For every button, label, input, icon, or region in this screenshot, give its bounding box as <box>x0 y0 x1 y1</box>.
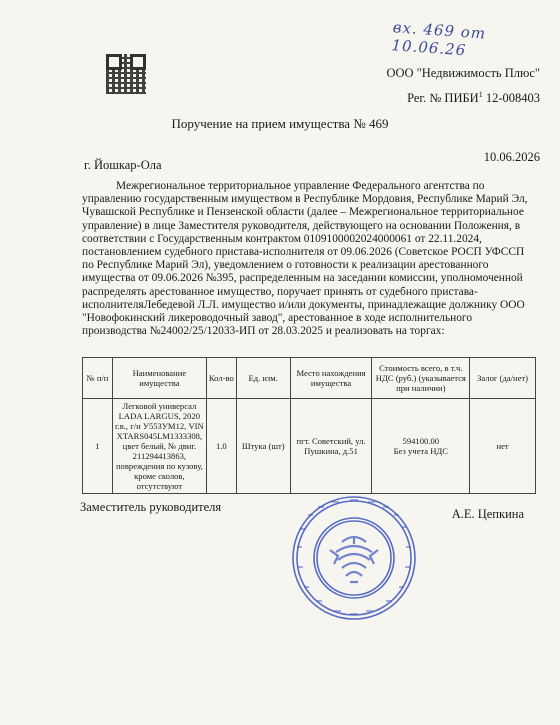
header-unit: Ед. изм. <box>236 358 290 399</box>
table-header-row <box>83 358 536 399</box>
signatory-position: Заместитель руководителя <box>80 500 222 514</box>
cell-cost <box>372 399 470 494</box>
document-date: 10.06.2026 <box>483 150 540 164</box>
cost-value: 594100.00 <box>402 436 440 446</box>
body-paragraph: Межрегиональное территориальное управление Федерального агентства по управлению государственным имуществом в Республике Мордовия, Республике Марий Эл, Чувашской Республике и Пензенской области (далее – Межрегиональное территориальное управление) в лице Заместителя руководителя, действующего на основании Положения, в соответствии с Государственным контрактом 0109100002024000061 от 22.11.2024, постановлением судебного пристава-исполнителя от 09.06.2026 (Советское РОСП УФССП по Республике Марий Эл), уведомлением о готовности к реализации арестованного имущества от 09.06.2026 №395, распределенным на заседании комиссии, уполномоченной распределять арестованное имущество, поручает принять от судебного пристава-исполнителяЛебедевой Л.Л. имущество и/или документы, принадлежащие должнику ООО "Новофокинский ликероводочный завод", арестованное в ходе исполнительного производства №24002/25/12033-ИП от 28.03.2025 и реализовать на торгах: <box>82 180 528 338</box>
cost-note: Без учета НДС <box>393 446 449 456</box>
header-location: Место нахождения имущества <box>290 358 372 399</box>
header-cost: Стоимость всего, в т.ч. НДС (руб.) (указывается при наличии) <box>372 358 470 399</box>
header-pledge: Залог (да/нет) <box>470 358 536 399</box>
document-city: г. Йошкар-Ола <box>84 158 162 172</box>
document-title: Поручение на прием имущества № 469 <box>171 116 389 131</box>
cell-location: пгт. Советский, ул. Пушкина, д.51 <box>290 399 372 494</box>
header-qty: Кол-во <box>206 358 236 399</box>
cell-qty: 1.0 <box>206 399 236 494</box>
registration-number <box>407 90 540 106</box>
registration-superscript: 1 <box>478 90 483 99</box>
header-num: № п/п <box>83 358 113 399</box>
registration-value: 12-008403 <box>482 91 540 106</box>
official-seal-stamp <box>290 494 418 622</box>
header-name: Наименование имущества <box>112 358 206 399</box>
handwritten-incoming-note: вх. 469 от 10.06.26 <box>390 18 487 60</box>
qr-code <box>106 54 146 94</box>
cell-pledge: нет <box>470 399 536 494</box>
table-row <box>83 399 536 494</box>
cell-num: 1 <box>83 399 113 494</box>
property-table <box>82 357 536 494</box>
registration-prefix: Рег. № ПИБИ <box>407 91 479 106</box>
cell-name: Легковой универсал LADA LARGUS, 2020 г.в., г/н У553УМ12, VIN XTARS045LM1333308, цвет белый, № двиг. 211294413863, повреждения по кузову, кроме сколов, отсутствуют <box>112 399 206 494</box>
signatory-name: А.Е. Цепкина <box>451 507 524 521</box>
organization-name: ООО "Недвижимость Плюс" <box>386 66 540 80</box>
cell-unit: Штука (шт) <box>236 399 290 494</box>
